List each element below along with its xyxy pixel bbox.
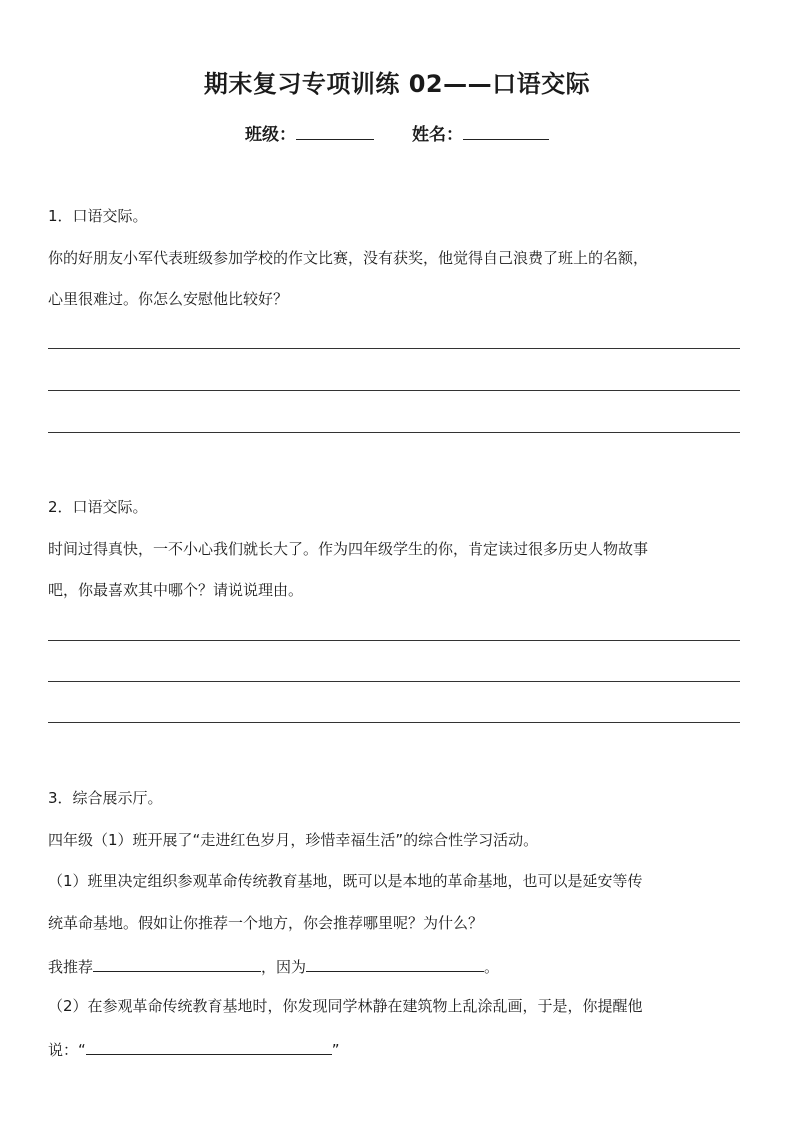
class-label: 班级： <box>245 125 297 145</box>
question-3-part2: （2）在参观革命传统教育基地时，你发现同学林静在建筑物上乱涂乱画，于是，你提醒他 <box>48 997 643 1015</box>
answer-line[interactable] <box>48 681 740 682</box>
say-suffix: ” <box>331 1041 340 1059</box>
recommend-place-blank[interactable] <box>93 955 261 972</box>
say-blank[interactable] <box>86 1038 332 1055</box>
answer-line[interactable] <box>48 722 740 723</box>
recommend-mid: ，因为 <box>261 958 307 976</box>
header-fields <box>0 120 794 145</box>
name-field[interactable] <box>412 120 549 145</box>
question-3-part1-line-1: （1）班里决定组织参观革命传统教育基地，既可以是本地的革命基地，也可以是延安等传 <box>48 872 643 890</box>
name-label: 姓名： <box>411 125 463 145</box>
class-field[interactable] <box>245 120 374 145</box>
page-title: 期末复习专项训练 02——口语交际 <box>203 70 591 98</box>
recommend-end: 。 <box>484 958 500 976</box>
answer-line[interactable] <box>48 640 740 641</box>
recommend-reason-blank[interactable] <box>306 955 484 972</box>
question-3-part1-line-2: 统革命基地。假如让你推荐一个地方，你会推荐哪里呢？为什么？ <box>48 914 484 932</box>
class-blank[interactable] <box>296 123 374 140</box>
answer-line[interactable] <box>48 348 740 349</box>
say-sentence <box>48 1038 340 1060</box>
recommend-sentence <box>48 955 499 977</box>
answer-line[interactable] <box>48 432 740 433</box>
question-1-line-1: 你的好朋友小军代表班级参加学校的作文比赛，没有获奖，他觉得自己浪费了班上的名额， <box>48 249 649 267</box>
question-2-heading: 2．口语交际。 <box>48 498 148 516</box>
question-2-line-1: 时间过得真快，一不小心我们就长大了。作为四年级学生的你，肯定读过很多历史人物故事 <box>48 540 649 558</box>
say-prefix: 说：“ <box>48 1041 86 1059</box>
question-2-line-2: 吧，你最喜欢其中哪个？请说说理由。 <box>48 581 304 599</box>
name-blank[interactable] <box>463 123 549 140</box>
recommend-prefix: 我推荐 <box>48 958 94 976</box>
answer-line[interactable] <box>48 390 740 391</box>
question-3-intro: 四年级（1）班开展了“走进红色岁月，珍惜幸福生活”的综合性学习活动。 <box>48 831 539 849</box>
question-1-heading: 1．口语交际。 <box>48 207 148 225</box>
question-3-heading: 3．综合展示厅。 <box>48 789 163 807</box>
question-1-line-2: 心里很难过。你怎么安慰他比较好？ <box>48 290 289 308</box>
